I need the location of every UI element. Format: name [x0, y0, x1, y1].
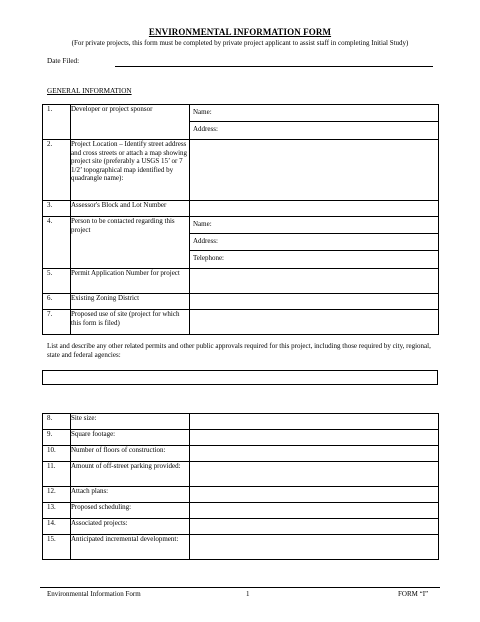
row-label: Permit Application Number for project: [71, 269, 190, 294]
row-label: Proposed use of site (project for which this form is filed): [71, 310, 190, 335]
row-label: Attach plans:: [71, 487, 190, 503]
table-row: [43, 105, 439, 140]
row-label: Proposed scheduling:: [71, 503, 190, 519]
row-number: 6.: [43, 294, 71, 310]
row-number: 10.: [43, 446, 71, 462]
assessor-block-field[interactable]: [190, 201, 439, 217]
table-row: [43, 446, 439, 462]
approvals-instructions: List and describe any other related permits and other public approvals required for this project, including those required by city, regional, state and federal agencies:: [47, 342, 431, 360]
approvals-field[interactable]: [42, 370, 438, 385]
table-row: [43, 430, 439, 446]
row-number: 9.: [43, 430, 71, 446]
table-row: [43, 487, 439, 503]
square-footage-field[interactable]: [190, 430, 439, 446]
row-label: Existing Zoning District: [71, 294, 190, 310]
section-heading-general: GENERAL INFORMATION: [47, 87, 132, 95]
row-number: 4.: [43, 217, 71, 269]
project-location-field[interactable]: [190, 140, 439, 201]
row-label: Number of floors of construction:: [71, 446, 190, 462]
parking-field[interactable]: [190, 462, 439, 487]
row-number: 12.: [43, 487, 71, 503]
address-field[interactable]: Address:: [193, 125, 218, 133]
row-label: Associated projects:: [71, 519, 190, 535]
proposed-use-field[interactable]: [190, 310, 439, 335]
contact-address-field[interactable]: Address:: [190, 234, 438, 251]
associated-projects-field[interactable]: [190, 519, 439, 535]
table-row: [43, 269, 439, 294]
footer-page-number: 1: [246, 590, 250, 598]
row-label: Developer or project sponsor: [71, 105, 190, 140]
row-input-cell: [190, 217, 439, 269]
row-label: Person to be contacted regarding this project: [71, 217, 190, 269]
date-filed-field[interactable]: [115, 66, 433, 67]
row-label: Amount of off-street parking provided:: [71, 462, 190, 487]
row-number: 2.: [43, 140, 71, 201]
row-number: 11.: [43, 462, 71, 487]
form-subtitle: (For private projects, this form must be completed by private project applicant to assist staff in completing Initial Study): [71, 39, 409, 47]
table-row: [43, 503, 439, 519]
table-row: [43, 217, 439, 269]
row-number: 15.: [43, 535, 71, 560]
footer-form-id: FORM “I”: [398, 590, 429, 598]
row-label: Site size:: [71, 414, 190, 430]
table-row: [43, 414, 439, 430]
site-details-table: [42, 413, 439, 560]
table-row: [43, 140, 439, 201]
footer-form-name: Environmental Information Form: [47, 590, 141, 598]
footer-divider: [40, 587, 440, 588]
date-filed-label: Date Filed:: [47, 57, 80, 65]
row-number: 13.: [43, 503, 71, 519]
general-info-table: [42, 104, 439, 335]
zoning-district-field[interactable]: [190, 294, 439, 310]
row-label: Project Location – Identify street address and cross streets or attach a map showing project site (preferably a USGS 15’ or 7 1/2’ topographical map identified by quadrangle name):: [71, 140, 190, 201]
name-field[interactable]: Name:: [190, 105, 438, 122]
table-row: [43, 201, 439, 217]
row-number: 7.: [43, 310, 71, 335]
scheduling-field[interactable]: [190, 503, 439, 519]
floors-field[interactable]: [190, 446, 439, 462]
row-number: 1.: [43, 105, 71, 140]
contact-name-field[interactable]: Name:: [190, 217, 438, 234]
row-number: 3.: [43, 201, 71, 217]
table-row: [43, 310, 439, 335]
row-number: 14.: [43, 519, 71, 535]
table-row: [43, 294, 439, 310]
row-label: Assessor's Block and Lot Number: [71, 201, 190, 217]
row-input-cell: [190, 105, 439, 140]
attach-plans-field[interactable]: [190, 487, 439, 503]
table-row: [43, 519, 439, 535]
row-label: Square footage:: [71, 430, 190, 446]
row-label: Anticipated incremental development:: [71, 535, 190, 560]
table-row: [43, 535, 439, 560]
row-number: 8.: [43, 414, 71, 430]
row-number: 5.: [43, 269, 71, 294]
permit-number-field[interactable]: [190, 269, 439, 294]
form-title: ENVIRONMENTAL INFORMATION FORM: [148, 27, 332, 37]
table-row: [43, 462, 439, 487]
site-size-field[interactable]: [190, 414, 439, 430]
incremental-development-field[interactable]: [190, 535, 439, 560]
contact-telephone-field[interactable]: Telephone:: [193, 254, 224, 262]
